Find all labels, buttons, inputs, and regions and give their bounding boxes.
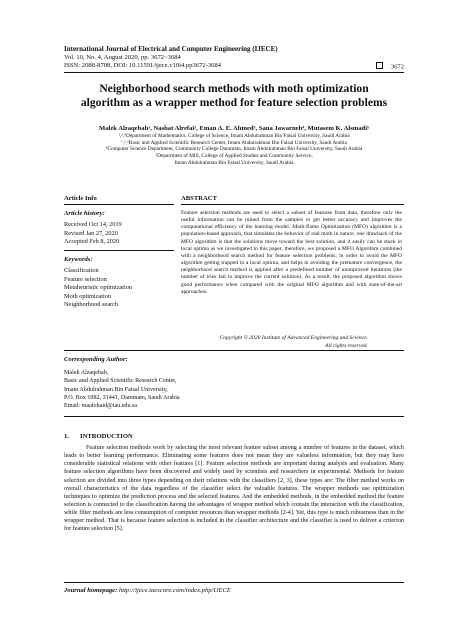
author-university: Imam Abdulrahman Bin Faisal University, — [64, 386, 168, 393]
keyword-list — [64, 267, 132, 310]
history-label: Article history: — [64, 210, 105, 217]
checkbox-square-icon — [376, 62, 383, 69]
keyword-item: Classification — [64, 267, 99, 274]
journal-header — [64, 45, 404, 71]
info-bottom-rule — [64, 416, 404, 417]
revised-date: Revised Jan 27, 2020 — [64, 229, 118, 237]
accepted-date: Accepted Feb 8, 2020 — [64, 238, 120, 245]
title-line-2: algorithm as a wrapper method for feature selection problems — [80, 96, 388, 109]
rights-line: All rights reserved. — [325, 343, 368, 349]
affiliations — [58, 133, 410, 167]
section-title: INTRODUCTION — [80, 433, 133, 440]
affiliation-line: ¹,²,⁵Basic and Applied Scientific Research Center, Imam Abdulrahman Bin Faisal University, Saudi Arabia — [121, 139, 347, 146]
page-number: 3672 — [390, 63, 404, 71]
author-list: Malek Alzaqebah¹, Nashat Alrefai², Eman A. E. Ahmed³, Sana Jawarneh⁴, Mutasem K. Alsmadi⁵ — [98, 125, 370, 132]
affiliation-line: ¹,³,⁵Department of Mathematics, College of Science, Imam Abdulrahman Bin Faisal University, Saudi Arabia — [118, 133, 350, 139]
copyright-line: Copyright © 2020 Institute of Advanced Engineering and Science. — [219, 335, 368, 341]
affiliation-line: ⁴Computer Science Department, Community College Dammam, Imam Abdulrahman Bin Faisal University, Saudi Arabia — [105, 146, 363, 153]
header-divider — [64, 72, 404, 73]
journal-footer: Journal homepage: http://ijece.iaescore.com/index.php/IJECE — [64, 587, 231, 594]
keywords-label: Keywords: — [64, 256, 93, 263]
corresponding-author — [64, 369, 314, 410]
history-list — [64, 221, 122, 247]
journal-name: International Journal of Electrical and Computer Engineering (IJECE) — [64, 45, 278, 53]
footer-divider — [64, 582, 404, 583]
paper-title — [64, 82, 404, 110]
author-affiliation: Basic and Applied Scientific Research Center, — [64, 378, 177, 385]
article-info-rule — [64, 204, 174, 205]
volume-line: Vol. 10, No. 4, August 2020, pp. 3672~3684 — [64, 53, 181, 61]
abstract-text: Feature selection methods are used to select a subset of features from data, therefore only the useful information can be mined from the samples to get better accuracy and improves the computational efficiency of the learning model. Moth-flame Optimization (MFO) algorithm is a population-based approach, that simulates the behavior of real moth in nature, one drawback of the MFO algorithm is that the solutions move toward the best solution, and it easily can be stuck in local optima as we investigated in this paper, therefore, we proposed a MFO Algorithm combined with a neighborhood search method for feature selection problems, in order to avoid the MFO algorithm getting trapped in a local optima, and helps in avoiding the premature convergence, the neighborhood search method is applied after a predefined number of unimproved iterations (the number of tries fail to improve the current solution). As a result, the proposed algorithm shows good performance when compared with the original MFO algorithm and with state-of-the-art approaches. — [181, 210, 402, 295]
keyword-item: Neighborhood search — [64, 301, 119, 308]
author-email: Email: maafehaid@iau.edu.sa — [64, 403, 138, 410]
corresponding-label: Corresponding Author: — [64, 356, 128, 363]
keyword-item: Moth optimization — [64, 292, 112, 300]
history-divider — [64, 250, 174, 251]
author-address: P.O. Box 1982, 31441, Dammam, Saudi Arabia — [64, 394, 180, 401]
abstract-rule — [181, 204, 404, 205]
homepage-link[interactable]: http://ijece.iaescore.com/index.php/IJECE — [118, 587, 231, 594]
title-line-1: Neighborhood search methods with moth optimization — [99, 82, 369, 95]
article-info-label: Article Info — [64, 195, 97, 202]
introduction-paragraph: Feature selection methods work by selecting the most relevant feature subset among a number of features in the dataset, which leads to better learning performance. Eliminating some features does not mean they are valueless information, but they may have considerable statistical relations with other features [1]. Feature selection methods are important during analysis and evaluation. Many feature selection algorithms have been discovered and widely used by scientists and researchers in experimental. Methods for feature selection are divided into three types depending on their relations with the classifiers [2, 3], these types are: The filter method works on overall characteristics of the data regardless of the classifier select the valuable features. The wrapper methods use optimization techniques to optimize the prediction process and the selected features. And the embedded methods, in the embedded method the feature selection is connected to the classification having the advantages of wrapper method which contain the interaction with the classification, while filter methods are less consumption of computer resources than wrapper methods [2-4]. Yet, this type is much robustness than in the wrapper method. That is because feature selection is included in the classifier architecture and the classifier is used to deliver a criterion for feature selection [5]. — [64, 445, 404, 533]
received-date: Received Oct 14, 2019 — [64, 221, 122, 228]
affiliation-line: Imam Abdulrahman Bin Faisal University, Saudi Arabia — [174, 159, 294, 166]
author-name: Malek Alzaqebah, — [64, 370, 109, 376]
affiliation-line: ⁵Department of MIS, College of Applied Studies and Community Service, — [155, 153, 313, 160]
copyright — [181, 334, 368, 350]
homepage-label: Journal homepage — [64, 587, 116, 594]
issn-line: ISSN: 2088-8708, DOI: 10.11591/ijece.v10i4.pp3672-3684 — [64, 62, 222, 70]
abstract-label: ABSTRACT — [181, 195, 217, 202]
keyword-item: Feature selection — [64, 275, 107, 283]
keyword-item: Metaheuristic optimization — [64, 284, 133, 291]
section-number: 1. — [64, 433, 69, 440]
section-heading — [64, 433, 133, 440]
corresponding-rule — [64, 350, 404, 351]
